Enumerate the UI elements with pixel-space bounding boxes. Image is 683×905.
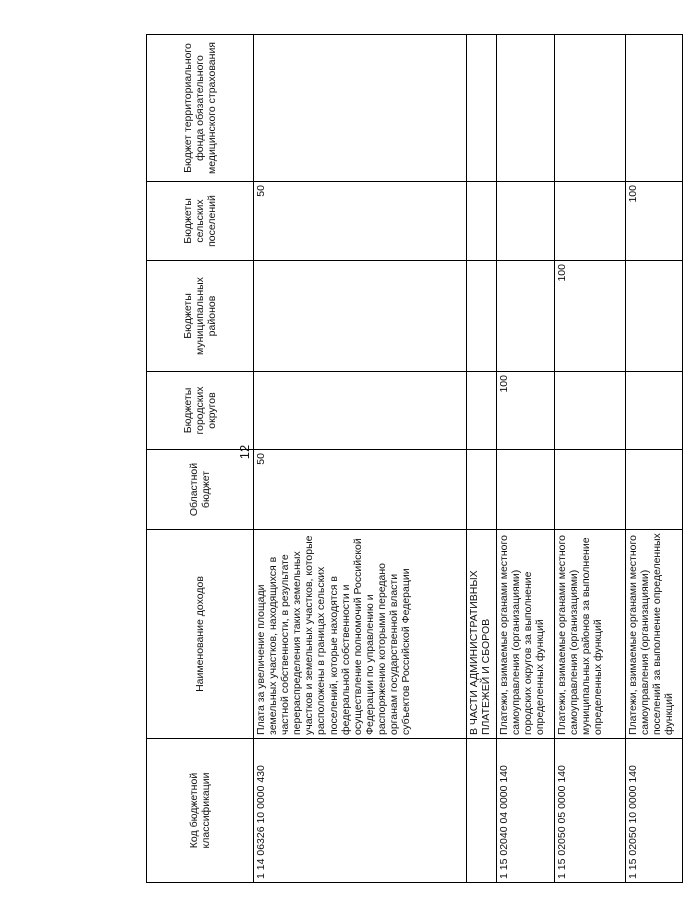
table-row xyxy=(497,35,555,883)
cell-municipal-districts xyxy=(254,261,467,372)
table-section-row xyxy=(467,35,497,883)
cell-regional: 50 xyxy=(254,450,467,530)
cell-municipal-districts xyxy=(497,261,555,372)
cell-name: Платежи, взимаемые органами местного самоуправления (организациями) поселений за выполнение определенных функций xyxy=(626,530,683,739)
cell-regional xyxy=(555,450,626,530)
table-row xyxy=(254,35,467,883)
cell-city-districts xyxy=(626,372,683,450)
cell-rural-settlements: 50 xyxy=(254,182,467,261)
cell-municipal-districts: 100 xyxy=(555,261,626,372)
cell-name: Платежи, взимаемые органами местного самоуправления (организациями) муниципальных районов за выполнение определенных функций xyxy=(555,530,626,739)
cell-name: В ЧАСТИ АДМИНИСТРАТИВНЫХ ПЛАТЕЖЕЙ И СБОРОВ xyxy=(467,530,497,739)
cell-code: 1 15 02040 04 0000 140 xyxy=(497,739,555,883)
cell-rural-settlements xyxy=(555,182,626,261)
cell-city-districts: 100 xyxy=(497,372,555,450)
header-code: Код бюджетной классификации xyxy=(147,739,254,883)
page-number: 12 xyxy=(237,444,252,460)
cell-name: Платежи, взимаемые органами местного самоуправления (организациями) городских округов за выполнение определенных функций xyxy=(497,530,555,739)
header-name: Наименование доходов xyxy=(147,530,254,739)
cell-code xyxy=(467,739,497,883)
cell-municipal-districts xyxy=(467,261,497,372)
cell-medical-insurance xyxy=(467,35,497,182)
cell-code: 1 15 02050 10 0000 140 xyxy=(626,739,683,883)
table-row xyxy=(626,35,683,883)
cell-code: 1 14 06326 10 0000 430 xyxy=(254,739,467,883)
revenue-distribution-table xyxy=(146,34,683,883)
header-rural-settlements-budget: Бюджеты сельских поселений xyxy=(147,182,254,261)
cell-code: 1 15 02050 05 0000 140 xyxy=(555,739,626,883)
cell-city-districts xyxy=(254,372,467,450)
header-city-districts-budget: Бюджеты городских округов xyxy=(147,372,254,450)
cell-name: Плата за увеличение площади земельных участков, находящихся в частной собственности, в результате перераспределения таких земельных участков и земельных участков, которые расположены в границах сельских поселений, которые находятся в федеральной собственности и осуществление полномочий Российской Федерации по управлению и распоряжению которыми передано органам государственной власти субъектов Российской Федерации xyxy=(254,530,467,739)
header-municipal-districts-budget: Бюджеты муниципальных районов xyxy=(147,261,254,372)
cell-municipal-districts xyxy=(626,261,683,372)
header-regional-budget: Областной бюджет xyxy=(147,450,254,530)
cell-city-districts xyxy=(555,372,626,450)
cell-medical-insurance xyxy=(626,35,683,182)
cell-medical-insurance xyxy=(254,35,467,182)
cell-medical-insurance xyxy=(555,35,626,182)
rotated-table-container xyxy=(146,35,676,883)
cell-medical-insurance xyxy=(497,35,555,182)
cell-rural-settlements: 100 xyxy=(626,182,683,261)
table-header-row xyxy=(147,35,254,883)
cell-regional xyxy=(497,450,555,530)
cell-regional xyxy=(467,450,497,530)
header-medical-insurance-fund-budget: Бюджет территориального фонда обязательного медицинского страхования xyxy=(147,35,254,182)
cell-rural-settlements xyxy=(497,182,555,261)
cell-city-districts xyxy=(467,372,497,450)
cell-regional xyxy=(626,450,683,530)
cell-rural-settlements xyxy=(467,182,497,261)
table-row xyxy=(555,35,626,883)
